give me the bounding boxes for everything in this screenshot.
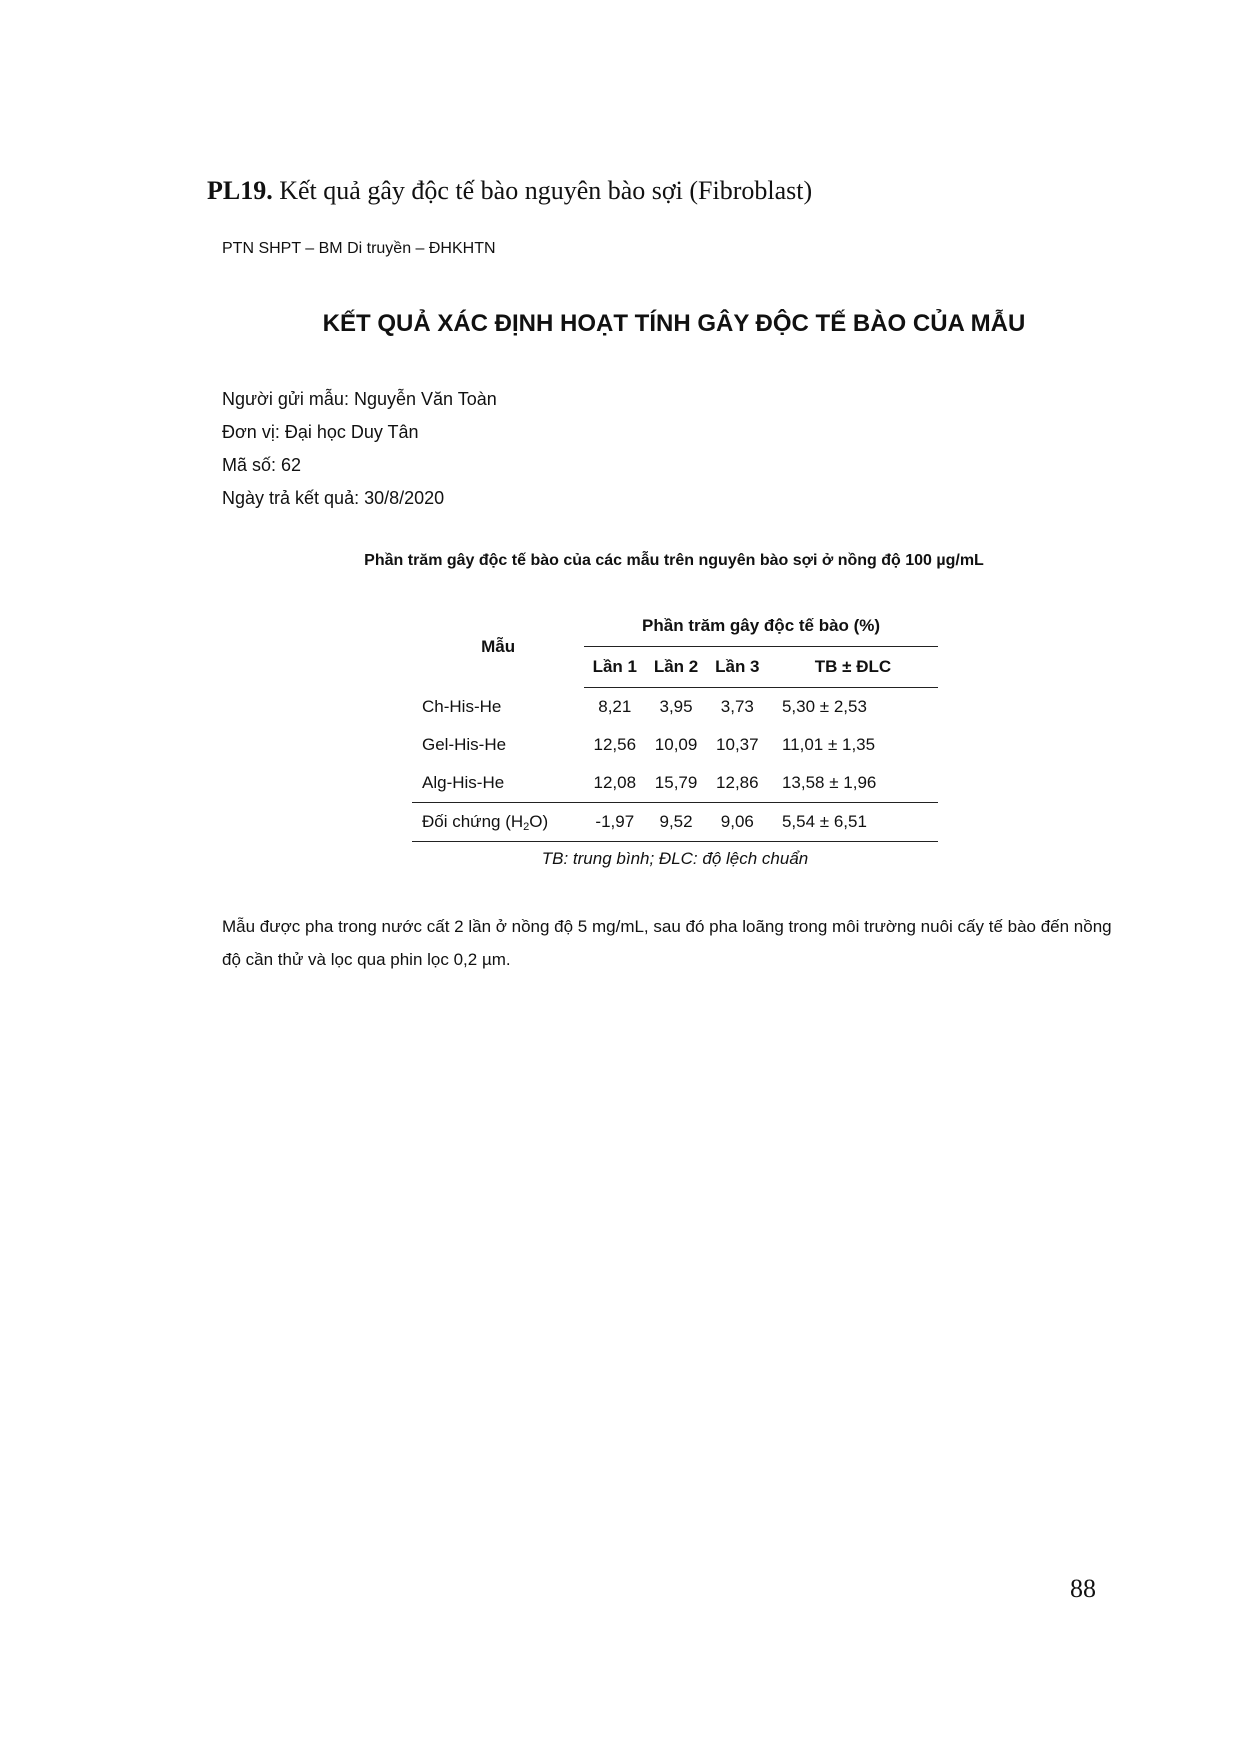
sample-name: Alg-His-He <box>422 773 505 792</box>
control-name-prefix: Đối chứng (H <box>422 811 524 831</box>
mean-sd-value: 5,30 ± 2,53 <box>781 697 867 716</box>
table-row <box>412 688 938 727</box>
col-header-run-2: Lần 2 <box>645 647 706 688</box>
mean-sd-value: 13,58 ± 1,96 <box>781 773 877 792</box>
run-2-value: 10,09 <box>654 735 698 754</box>
run-2-value: 3,95 <box>659 697 693 716</box>
sample-name: Gel-His-He <box>422 735 507 754</box>
col-header-mean-sd: TB ± ĐLC <box>768 647 938 688</box>
run-1-value: 12,08 <box>593 773 637 792</box>
method-paragraph: Mẫu được pha trong nước cất 2 lần ở nồng độ 5 mg/mL, sau đó pha loãng trong môi trường nuôi cấy tế bào đến nồng độ cần thử và lọc qua phin lọc 0,2 µm. <box>222 917 1112 969</box>
run-1-value: 8,21 <box>598 697 632 716</box>
control-name-suffix: O) <box>529 811 549 831</box>
table-title: Phần trăm gây độc tế bào của các mẫu trên nguyên bào sợi ở nồng độ 100 µg/mL <box>364 552 984 569</box>
mean-sd-value: 11,01 ± 1,35 <box>781 735 876 754</box>
appendix-heading <box>207 176 812 206</box>
code-line: Mã số: 62 <box>222 455 302 475</box>
date-line: Ngày trả kết quả: 30/8/2020 <box>222 488 445 508</box>
lab-line: PTN SHPT – BM Di truyền – ĐHKHTN <box>222 240 496 257</box>
control-name-subscript: 2 <box>523 820 530 833</box>
mean-sd-value: 5,54 ± 6,51 <box>768 803 938 842</box>
col-header-run-1: Lần 1 <box>584 647 645 688</box>
page-number: 88 <box>1070 1574 1096 1603</box>
table-note: TB: trung bình; ĐLC: độ lệch chuẩn <box>541 849 809 868</box>
run-2-value: 15,79 <box>654 773 698 792</box>
sender-line: Người gửi mẫu: Nguyễn Văn Toàn <box>222 389 497 409</box>
run-1-value: -1,97 <box>584 803 645 842</box>
control-sample-name <box>412 803 584 842</box>
run-3-value: 3,73 <box>720 697 754 716</box>
table-row <box>412 764 938 803</box>
run-3-value: 10,37 <box>716 735 759 754</box>
report-title: KẾT QUẢ XÁC ĐỊNH HOẠT TÍNH GÂY ĐỘC TẾ BÀO CỦA MẪU <box>322 310 1026 337</box>
sample-name: Ch-His-He <box>422 696 502 716</box>
col-header-sample: Mẫu <box>481 636 516 656</box>
sample-info <box>222 383 497 515</box>
table-row <box>412 726 938 764</box>
results-table <box>412 606 938 842</box>
run-3-value: 9,06 <box>707 803 768 842</box>
run-2-value: 9,52 <box>645 803 706 842</box>
run-1-value: 12,56 <box>593 735 637 754</box>
control-row <box>412 803 938 842</box>
appendix-label: PL19. <box>207 176 273 205</box>
col-header-group: Phần trăm gây độc tế bào (%) <box>584 606 938 647</box>
appendix-title: Kết quả gây độc tế bào nguyên bào sợi (Fibroblast) <box>279 176 813 205</box>
run-3-value: 12,86 <box>716 773 759 792</box>
unit-line: Đơn vị: Đại học Duy Tân <box>222 422 419 442</box>
col-header-run-3: Lần 3 <box>707 647 768 688</box>
